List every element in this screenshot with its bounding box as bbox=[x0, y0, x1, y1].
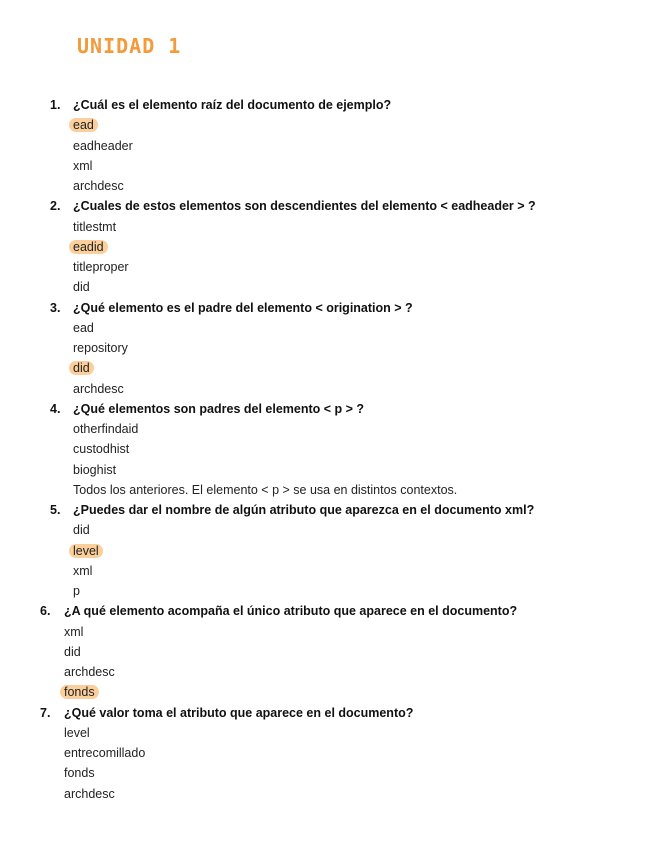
option-label: bioghist bbox=[73, 462, 117, 477]
answer-option-highlighted bbox=[73, 361, 94, 375]
question-text: ¿Qué elementos son padres del elemento < p > ? bbox=[73, 401, 365, 416]
answer-option bbox=[73, 483, 457, 497]
answer-option bbox=[73, 321, 94, 335]
option-label: otherfindaid bbox=[73, 422, 139, 436]
option-label: xml bbox=[73, 158, 93, 173]
answer-option-highlighted bbox=[73, 544, 103, 558]
answer-option bbox=[73, 341, 128, 355]
option-label: archdesc bbox=[73, 179, 124, 193]
answer-option bbox=[73, 220, 116, 234]
answer-option bbox=[64, 665, 115, 679]
option-label: ead bbox=[69, 118, 98, 132]
answer-option bbox=[73, 442, 129, 456]
option-label: Todos los anteriores. El elemento < p > se usa en distintos contextos. bbox=[73, 482, 458, 497]
answer-option bbox=[73, 463, 116, 477]
question-number: 7. bbox=[40, 705, 51, 720]
question-text: ¿A qué elemento acompaña el único atributo que aparece en el documento? bbox=[64, 604, 518, 619]
option-label: xml bbox=[73, 563, 93, 578]
option-label: level bbox=[64, 725, 90, 740]
question-number: 2. bbox=[50, 199, 61, 214]
answer-option bbox=[73, 139, 133, 153]
question-number: 1. bbox=[50, 98, 61, 112]
option-label: fonds bbox=[64, 766, 95, 781]
answer-option-highlighted bbox=[64, 685, 99, 699]
question-number: 6. bbox=[40, 604, 51, 619]
option-label: fonds bbox=[60, 685, 99, 699]
option-label: xml bbox=[64, 624, 84, 639]
answer-option-highlighted bbox=[73, 118, 98, 132]
option-label: p bbox=[73, 584, 80, 598]
answer-option bbox=[73, 422, 138, 436]
answer-option bbox=[73, 382, 124, 396]
option-label: did bbox=[69, 361, 94, 375]
answer-option bbox=[73, 179, 124, 193]
option-label: did bbox=[73, 523, 90, 538]
answer-option bbox=[73, 260, 129, 274]
option-label: ead bbox=[73, 320, 94, 335]
option-label: archdesc bbox=[73, 381, 124, 396]
answer-option bbox=[64, 625, 83, 639]
option-label: did bbox=[64, 644, 81, 659]
page-title: UNIDAD 1 bbox=[77, 34, 182, 58]
option-label: level bbox=[69, 544, 103, 558]
answer-option bbox=[73, 584, 80, 598]
answer-option bbox=[64, 766, 95, 780]
answer-option bbox=[73, 564, 92, 578]
option-label: did bbox=[73, 280, 90, 295]
question-text: ¿Qué valor toma el atributo que aparece en el documento? bbox=[64, 705, 414, 720]
answer-option bbox=[73, 280, 90, 294]
question-text: ¿Qué elemento es el padre del elemento < origination > ? bbox=[73, 300, 413, 315]
answer-option bbox=[64, 645, 81, 659]
question-number: 3. bbox=[50, 300, 61, 315]
answer-option bbox=[73, 523, 90, 537]
question-number: 5. bbox=[50, 503, 61, 517]
answer-option-highlighted bbox=[73, 240, 108, 254]
answer-option bbox=[64, 746, 145, 760]
option-label: archdesc bbox=[64, 665, 115, 679]
question-text: ¿Cuales de estos elementos son descendientes del elemento < eadheader > ? bbox=[73, 199, 536, 214]
question-text: ¿Cuál es el elemento raíz del documento de ejemplo? bbox=[73, 98, 392, 112]
option-label: custodhist bbox=[73, 442, 130, 457]
answer-option bbox=[73, 159, 92, 173]
option-label: titlestmt bbox=[73, 219, 117, 234]
question-number: 4. bbox=[50, 401, 61, 416]
option-label: archdesc bbox=[64, 786, 115, 801]
question-text: ¿Puedes dar el nombre de algún atributo que aparezca en el documento xml? bbox=[73, 503, 535, 517]
option-label: eadid bbox=[69, 240, 108, 254]
option-label: repository bbox=[73, 341, 128, 355]
option-label: titleproper bbox=[73, 260, 129, 274]
option-label: entrecomillado bbox=[64, 746, 146, 760]
answer-option bbox=[64, 726, 90, 740]
answer-option bbox=[64, 787, 115, 801]
option-label: eadheader bbox=[73, 138, 133, 153]
